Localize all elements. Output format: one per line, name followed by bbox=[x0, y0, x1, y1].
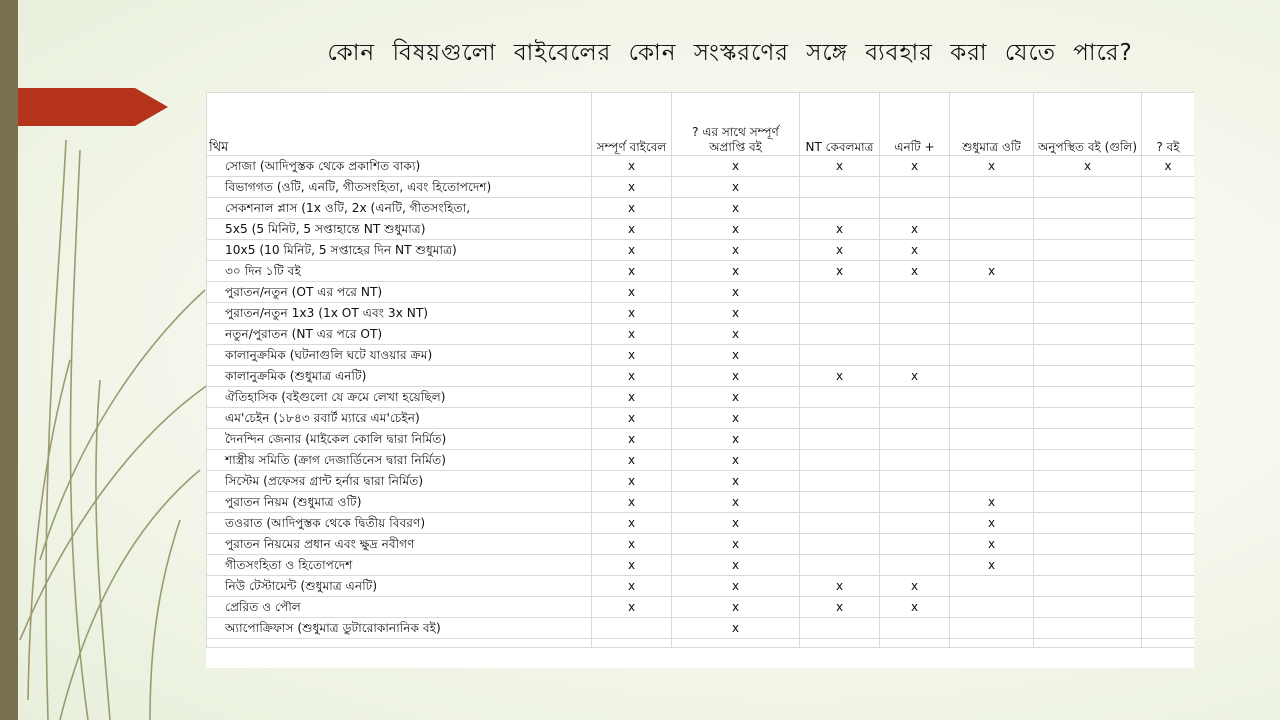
blank-cell bbox=[880, 639, 950, 648]
row-mark-cell bbox=[880, 450, 950, 471]
row-mark-cell bbox=[1142, 261, 1195, 282]
row-mark-cell bbox=[1034, 387, 1142, 408]
row-mark-cell: x bbox=[672, 345, 800, 366]
row-mark-cell: x bbox=[592, 555, 672, 576]
row-mark-cell bbox=[950, 471, 1034, 492]
row-mark-cell bbox=[1034, 618, 1142, 639]
row-mark-cell: x bbox=[672, 471, 800, 492]
row-mark-cell: x bbox=[592, 261, 672, 282]
row-mark-cell bbox=[1034, 576, 1142, 597]
row-mark-cell bbox=[1034, 555, 1142, 576]
header-theme: থিম bbox=[207, 93, 592, 156]
row-mark-cell bbox=[950, 408, 1034, 429]
row-mark-cell: x bbox=[672, 597, 800, 618]
table-body bbox=[207, 156, 1195, 648]
row-theme-cell: 5x5 (5 মিনিট, 5 সপ্তাহান্তে NT শুধুমাত্র) bbox=[207, 219, 592, 240]
row-mark-cell bbox=[880, 282, 950, 303]
swirl-strokes bbox=[20, 140, 215, 720]
row-mark-cell bbox=[592, 618, 672, 639]
table-row bbox=[207, 366, 1195, 387]
table-row bbox=[207, 513, 1195, 534]
row-mark-cell bbox=[800, 471, 880, 492]
row-mark-cell: x bbox=[880, 597, 950, 618]
row-mark-cell bbox=[950, 324, 1034, 345]
blank-cell bbox=[1142, 639, 1195, 648]
header-full-bible: সম্পূর্ণ বাইবেল bbox=[592, 93, 672, 156]
row-mark-cell bbox=[880, 429, 950, 450]
row-theme-cell: বিভাগগত (ওটি, এনটি, গীতসংহিতা, এবং হিতোপদেশ) bbox=[207, 177, 592, 198]
row-theme-cell: পুরাতন নিয়মের প্রধান এবং ক্ষুদ্র নবীগণ bbox=[207, 534, 592, 555]
row-mark-cell: x bbox=[880, 219, 950, 240]
row-mark-cell: x bbox=[592, 219, 672, 240]
row-mark-cell bbox=[950, 576, 1034, 597]
row-theme-cell: পুরাতন/নতুন 1x3 (1x OT এবং 3x NT) bbox=[207, 303, 592, 324]
row-mark-cell bbox=[950, 429, 1034, 450]
table-row bbox=[207, 429, 1195, 450]
row-mark-cell: x bbox=[950, 492, 1034, 513]
row-mark-cell bbox=[1142, 513, 1195, 534]
row-mark-cell bbox=[1034, 219, 1142, 240]
row-mark-cell bbox=[1034, 198, 1142, 219]
row-mark-cell: x bbox=[592, 282, 672, 303]
row-mark-cell bbox=[880, 408, 950, 429]
table-row bbox=[207, 408, 1195, 429]
blank-cell bbox=[592, 639, 672, 648]
row-mark-cell: x bbox=[672, 429, 800, 450]
row-mark-cell: x bbox=[672, 576, 800, 597]
row-mark-cell: x bbox=[592, 177, 672, 198]
row-mark-cell bbox=[880, 618, 950, 639]
row-mark-cell bbox=[1142, 282, 1195, 303]
slide-title: কোন বিষয়গুলো বাইবেলের কোন সংস্করণের সঙ্গে ব্যবহার করা যেতে পারে? bbox=[327, 40, 1133, 66]
row-mark-cell: x bbox=[592, 534, 672, 555]
row-theme-cell: 10x5 (10 মিনিট, 5 সপ্তাহের দিন NT শুধুমাত্র) bbox=[207, 240, 592, 261]
row-mark-cell: x bbox=[950, 534, 1034, 555]
row-mark-cell: x bbox=[592, 450, 672, 471]
header-q-books: ? বই bbox=[1142, 93, 1195, 156]
row-theme-cell: সেকশনাল প্লাস (1x ওটি, 2x (এনটি, গীতসংহিতা, bbox=[207, 198, 592, 219]
row-mark-cell: x bbox=[672, 177, 800, 198]
row-mark-cell: x bbox=[592, 429, 672, 450]
row-mark-cell bbox=[880, 513, 950, 534]
row-theme-cell: শাস্ত্রীয় সমিতি (ক্রাগ দেজার্ডিনেস দ্বারা নির্মিত) bbox=[207, 450, 592, 471]
row-mark-cell: x bbox=[592, 303, 672, 324]
row-mark-cell bbox=[1142, 303, 1195, 324]
row-mark-cell bbox=[800, 198, 880, 219]
row-theme-cell: প্রেরিত ও পৌল bbox=[207, 597, 592, 618]
row-mark-cell bbox=[1142, 429, 1195, 450]
row-mark-cell bbox=[1034, 282, 1142, 303]
row-mark-cell bbox=[1142, 324, 1195, 345]
row-mark-cell: x bbox=[800, 261, 880, 282]
row-mark-cell bbox=[1034, 345, 1142, 366]
row-mark-cell: x bbox=[880, 261, 950, 282]
row-mark-cell bbox=[880, 345, 950, 366]
row-mark-cell bbox=[1142, 345, 1195, 366]
row-mark-cell bbox=[800, 618, 880, 639]
row-mark-cell bbox=[1142, 597, 1195, 618]
row-mark-cell bbox=[880, 324, 950, 345]
row-mark-cell bbox=[800, 282, 880, 303]
table-row bbox=[207, 387, 1195, 408]
row-mark-cell bbox=[1142, 198, 1195, 219]
title-arrow-shape bbox=[18, 88, 168, 126]
row-mark-cell bbox=[950, 618, 1034, 639]
row-mark-cell bbox=[950, 177, 1034, 198]
table-row bbox=[207, 177, 1195, 198]
row-theme-cell: পুরাতন/নতুন (OT এর পরে NT) bbox=[207, 282, 592, 303]
row-mark-cell: x bbox=[592, 240, 672, 261]
row-mark-cell bbox=[1034, 492, 1142, 513]
row-mark-cell bbox=[800, 513, 880, 534]
row-theme-cell: সোজা (আদিপুস্তক থেকে প্রকাশিত বাক্য) bbox=[207, 156, 592, 177]
row-mark-cell: x bbox=[672, 618, 800, 639]
row-mark-cell bbox=[1034, 429, 1142, 450]
row-theme-cell: ঐতিহাসিক (বইগুলো যে ক্রমে লেখা হয়েছিল) bbox=[207, 387, 592, 408]
row-mark-cell: x bbox=[672, 282, 800, 303]
row-mark-cell: x bbox=[592, 492, 672, 513]
row-theme-cell: অ্যাপোক্রিফাস (শুধুমাত্র ডুটারোকানানিক বই) bbox=[207, 618, 592, 639]
row-mark-cell bbox=[1034, 513, 1142, 534]
row-mark-cell: x bbox=[1142, 156, 1195, 177]
blank-cell bbox=[207, 639, 592, 648]
row-mark-cell bbox=[880, 198, 950, 219]
row-mark-cell bbox=[800, 408, 880, 429]
row-mark-cell bbox=[1034, 324, 1142, 345]
row-mark-cell bbox=[800, 387, 880, 408]
row-mark-cell bbox=[800, 429, 880, 450]
header-nt-only: NT কেবলমাত্র bbox=[800, 93, 880, 156]
table-row bbox=[207, 450, 1195, 471]
row-mark-cell bbox=[950, 198, 1034, 219]
table-row bbox=[207, 240, 1195, 261]
row-mark-cell: x bbox=[800, 240, 880, 261]
row-mark-cell bbox=[1142, 219, 1195, 240]
row-mark-cell: x bbox=[672, 324, 800, 345]
row-mark-cell: x bbox=[672, 198, 800, 219]
row-mark-cell bbox=[880, 534, 950, 555]
row-mark-cell bbox=[800, 324, 880, 345]
row-mark-cell bbox=[1034, 597, 1142, 618]
row-mark-cell: x bbox=[672, 555, 800, 576]
row-mark-cell bbox=[800, 177, 880, 198]
row-mark-cell: x bbox=[880, 156, 950, 177]
row-mark-cell bbox=[950, 366, 1034, 387]
table-row bbox=[207, 555, 1195, 576]
row-mark-cell bbox=[950, 240, 1034, 261]
row-mark-cell: x bbox=[672, 492, 800, 513]
row-mark-cell: x bbox=[800, 156, 880, 177]
row-mark-cell: x bbox=[592, 345, 672, 366]
row-mark-cell: x bbox=[800, 366, 880, 387]
header-missing-books: অনুপস্থিত বই (গুলি) bbox=[1034, 93, 1142, 156]
row-mark-cell bbox=[1142, 177, 1195, 198]
row-mark-cell: x bbox=[672, 240, 800, 261]
row-mark-cell bbox=[880, 387, 950, 408]
row-theme-cell: কালানুক্রমিক (ঘটনাগুলি ঘটে যাওয়ার ক্রম) bbox=[207, 345, 592, 366]
row-theme-cell: তওরাত (আদিপুস্তক থেকে দ্বিতীয় বিবরণ) bbox=[207, 513, 592, 534]
table-row bbox=[207, 534, 1195, 555]
bible-versions-table bbox=[206, 92, 1194, 648]
row-mark-cell: x bbox=[592, 576, 672, 597]
row-theme-cell: এম'চেইন (১৮৪৩ রবার্ট ম্যারে এম'চেইন) bbox=[207, 408, 592, 429]
row-mark-cell bbox=[1142, 450, 1195, 471]
row-mark-cell bbox=[1034, 261, 1142, 282]
table-row bbox=[207, 261, 1195, 282]
table-row bbox=[207, 324, 1195, 345]
row-mark-cell: x bbox=[800, 219, 880, 240]
row-mark-cell bbox=[950, 597, 1034, 618]
row-mark-cell: x bbox=[592, 597, 672, 618]
blank-cell bbox=[672, 639, 800, 648]
row-mark-cell bbox=[1142, 555, 1195, 576]
table-row bbox=[207, 156, 1195, 177]
table-row bbox=[207, 303, 1195, 324]
table-header-row bbox=[207, 93, 1195, 156]
row-mark-cell bbox=[1142, 408, 1195, 429]
row-mark-cell: x bbox=[1034, 156, 1142, 177]
row-theme-cell: পুরাতন নিয়ম (শুধুমাত্র ওটি) bbox=[207, 492, 592, 513]
table-row bbox=[207, 345, 1195, 366]
row-mark-cell bbox=[1034, 366, 1142, 387]
row-mark-cell bbox=[1034, 303, 1142, 324]
row-mark-cell: x bbox=[880, 576, 950, 597]
row-mark-cell: x bbox=[672, 156, 800, 177]
row-mark-cell bbox=[1142, 366, 1195, 387]
row-mark-cell: x bbox=[880, 366, 950, 387]
row-mark-cell bbox=[1034, 534, 1142, 555]
row-mark-cell bbox=[800, 555, 880, 576]
blank-cell bbox=[800, 639, 880, 648]
row-mark-cell bbox=[950, 219, 1034, 240]
row-mark-cell bbox=[1142, 492, 1195, 513]
row-mark-cell bbox=[800, 303, 880, 324]
row-mark-cell: x bbox=[592, 366, 672, 387]
header-full-with-missing: ? এর সাথে সম্পূর্ণ অপ্রাপ্তি বই bbox=[672, 93, 800, 156]
row-theme-cell: ৩০ দিন ১টি বই bbox=[207, 261, 592, 282]
row-mark-cell bbox=[950, 387, 1034, 408]
row-mark-cell: x bbox=[950, 261, 1034, 282]
row-mark-cell bbox=[880, 177, 950, 198]
row-mark-cell bbox=[880, 555, 950, 576]
row-mark-cell bbox=[800, 345, 880, 366]
row-theme-cell: কালানুক্রমিক (শুধুমাত্র এনটি) bbox=[207, 366, 592, 387]
row-mark-cell bbox=[1142, 471, 1195, 492]
row-mark-cell: x bbox=[672, 450, 800, 471]
table-row-blank bbox=[207, 639, 1195, 648]
row-theme-cell: নতুন/পুরাতন (NT এর পরে OT) bbox=[207, 324, 592, 345]
row-mark-cell: x bbox=[800, 576, 880, 597]
row-mark-cell: x bbox=[592, 324, 672, 345]
row-mark-cell: x bbox=[592, 513, 672, 534]
header-ot-only: শুধুমাত্র ওটি bbox=[950, 93, 1034, 156]
row-mark-cell bbox=[1034, 240, 1142, 261]
row-mark-cell bbox=[800, 534, 880, 555]
row-mark-cell bbox=[800, 450, 880, 471]
row-mark-cell bbox=[1142, 618, 1195, 639]
table-row bbox=[207, 282, 1195, 303]
row-mark-cell: x bbox=[592, 408, 672, 429]
blank-cell bbox=[950, 639, 1034, 648]
row-mark-cell bbox=[950, 345, 1034, 366]
row-mark-cell bbox=[1034, 177, 1142, 198]
row-mark-cell bbox=[950, 303, 1034, 324]
row-mark-cell bbox=[800, 492, 880, 513]
row-theme-cell: দৈনন্দিন জেনার (মাইকেল কোলি দ্বারা নির্মিত) bbox=[207, 429, 592, 450]
row-mark-cell bbox=[1142, 387, 1195, 408]
row-mark-cell: x bbox=[672, 387, 800, 408]
table-row bbox=[207, 492, 1195, 513]
blank-cell bbox=[1034, 639, 1142, 648]
row-mark-cell: x bbox=[800, 597, 880, 618]
row-mark-cell: x bbox=[592, 198, 672, 219]
row-mark-cell: x bbox=[672, 219, 800, 240]
row-mark-cell bbox=[1034, 471, 1142, 492]
row-mark-cell: x bbox=[672, 534, 800, 555]
row-mark-cell: x bbox=[672, 513, 800, 534]
row-theme-cell: গীতসংহিতা ও হিতোপদেশ bbox=[207, 555, 592, 576]
row-mark-cell bbox=[1142, 240, 1195, 261]
row-mark-cell: x bbox=[672, 303, 800, 324]
table-row bbox=[207, 618, 1195, 639]
row-mark-cell: x bbox=[950, 513, 1034, 534]
row-mark-cell: x bbox=[672, 261, 800, 282]
header-nt-plus: এনটি + bbox=[880, 93, 950, 156]
row-mark-cell: x bbox=[592, 471, 672, 492]
table-row bbox=[207, 219, 1195, 240]
row-mark-cell bbox=[950, 282, 1034, 303]
row-mark-cell bbox=[1142, 576, 1195, 597]
table-row bbox=[207, 471, 1195, 492]
table-row bbox=[207, 576, 1195, 597]
table-row bbox=[207, 597, 1195, 618]
table-row bbox=[207, 198, 1195, 219]
row-theme-cell: নিউ টেস্টামেন্ট (শুধুমাত্র এনটি) bbox=[207, 576, 592, 597]
row-mark-cell bbox=[1034, 408, 1142, 429]
row-mark-cell: x bbox=[592, 156, 672, 177]
row-mark-cell bbox=[1142, 534, 1195, 555]
row-mark-cell bbox=[950, 450, 1034, 471]
row-theme-cell: সিস্টেম (প্রফেসর গ্রান্ট হর্নার দ্বারা নির্মিত) bbox=[207, 471, 592, 492]
row-mark-cell: x bbox=[672, 408, 800, 429]
row-mark-cell: x bbox=[880, 240, 950, 261]
comparison-table-container bbox=[206, 92, 1194, 668]
row-mark-cell bbox=[880, 471, 950, 492]
row-mark-cell: x bbox=[950, 555, 1034, 576]
row-mark-cell: x bbox=[672, 366, 800, 387]
row-mark-cell: x bbox=[950, 156, 1034, 177]
row-mark-cell bbox=[1034, 450, 1142, 471]
row-mark-cell bbox=[880, 492, 950, 513]
row-mark-cell: x bbox=[592, 387, 672, 408]
row-mark-cell bbox=[880, 303, 950, 324]
